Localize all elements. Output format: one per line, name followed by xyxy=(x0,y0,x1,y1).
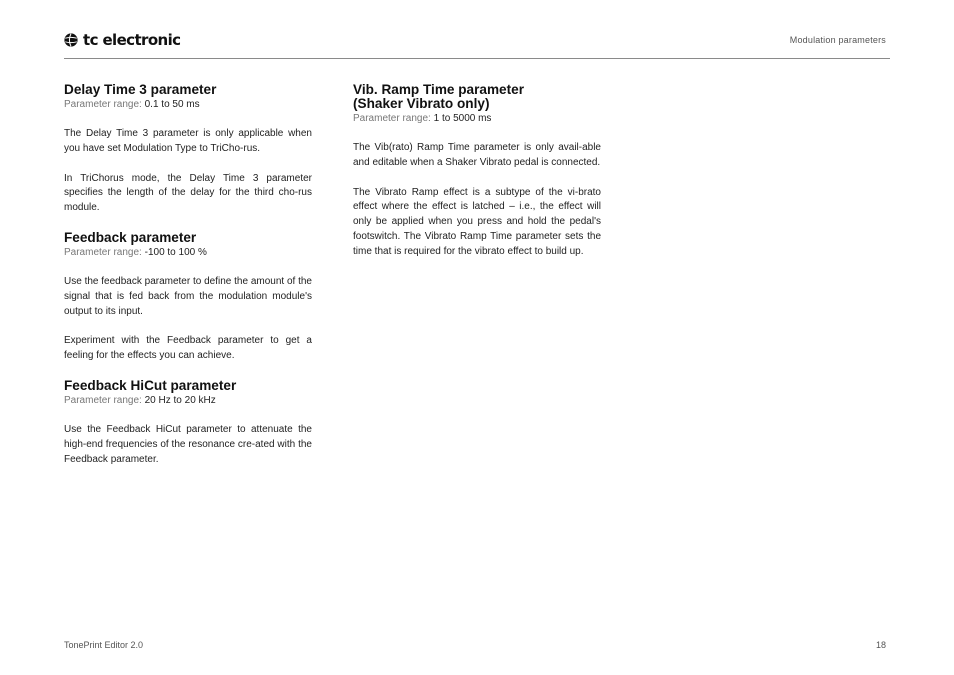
paragraph: Use the feedback parameter to define the amount of the signal that is fed back from the modulation module's output to its input. xyxy=(64,275,312,317)
section-heading: Feedback parameter xyxy=(64,229,197,245)
heading-line: Vib. Ramp Time parameter xyxy=(353,82,524,97)
paragraph: Use the Feedback HiCut parameter to attenuate the high-end frequencies of the resonance cre-ated with the Feedback parameter. xyxy=(64,423,312,465)
range-value: 20 Hz to 20 kHz xyxy=(144,394,216,406)
page-number: 18 xyxy=(875,640,886,650)
globe-icon xyxy=(64,33,78,47)
range-label: Parameter range: xyxy=(64,394,142,406)
heading-line: (Shaker Vibrato only) xyxy=(353,96,490,111)
logo-text: tc electronic xyxy=(83,31,181,49)
section-feedback xyxy=(64,230,312,364)
paragraph: The Delay Time 3 parameter is only applicable when you have set Modulation Type to TriCho-rus. xyxy=(64,128,312,154)
range-value: 1 to 5000 ms xyxy=(433,113,492,124)
brand-logo xyxy=(64,29,180,51)
range-value: -100 to 100 % xyxy=(144,246,207,258)
section-vib-ramp-time xyxy=(353,82,601,260)
header-divider xyxy=(64,58,890,59)
parameter-range xyxy=(353,112,601,126)
section-delay-time-3 xyxy=(64,82,312,216)
footer-product: TonePrint Editor 2.0 xyxy=(64,640,144,650)
section-feedback-hicut xyxy=(64,378,312,467)
parameter-range xyxy=(64,98,312,112)
parameter-range xyxy=(64,394,312,408)
section-heading: Feedback HiCut parameter xyxy=(64,377,237,393)
left-column xyxy=(64,82,312,481)
range-label: Parameter range: xyxy=(64,99,142,110)
parameter-range xyxy=(64,246,312,260)
running-header: Modulation parameters xyxy=(789,35,886,45)
range-label: Parameter range: xyxy=(353,113,431,124)
section-heading xyxy=(353,82,601,111)
section-heading: Delay Time 3 parameter xyxy=(64,82,217,97)
paragraph: Experiment with the Feedback parameter to get a feeling for the effects you can achieve. xyxy=(64,335,312,362)
range-label: Parameter range: xyxy=(64,246,142,258)
range-value: 0.1 to 50 ms xyxy=(144,99,200,110)
paragraph: The Vib(rato) Ramp Time parameter is only avail-able and editable when a Shaker Vibrato pedal is connected. xyxy=(353,142,601,168)
paragraph: In TriChorus mode, the Delay Time 3 parameter specifies the length of the delay for the third cho-rus module. xyxy=(64,172,312,214)
right-column xyxy=(353,82,601,274)
paragraph: The Vibrato Ramp effect is a subtype of the vi-brato effect where the effect is latched – i.e., the effect will only be applied when you press and hold the pedal's footswitch. The Vibrato Ramp Time parameter sets the time that is required for the vibrato effect to build up. xyxy=(353,186,601,257)
